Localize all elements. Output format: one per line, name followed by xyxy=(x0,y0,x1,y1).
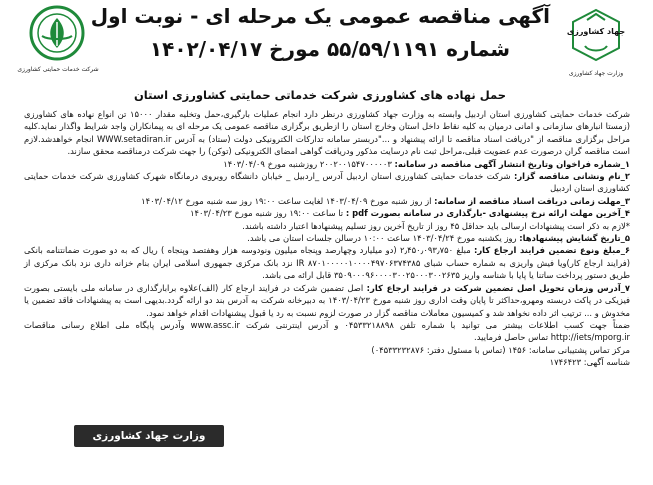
contact-info: ضمناً جهت کسب اطلاعات بیشتر می توانید با شماره تلفن ۰۴۵۳۳۲۱۸۸۹۸ و آدرس اینترنتی شرکت www.assc.ir وآدرس پایگاه ملی اطلاع رسانی مناقصات http://iets/mporg.ir تماس حاصل فرمایید. xyxy=(24,319,630,343)
document-deadline-item: ۳_مهلت زمانی دریافت اسناد مناقصه از سامانه: از روز شنبه مورخ ۱۴۰۳/۰۴/۰۹ لغایت ساعت ۱۹:۰۰ روز سه شنبه مورخ ۱۴۰۳/۰۴/۱۲ xyxy=(141,195,630,206)
ad-body xyxy=(24,108,630,369)
call-number-item: ۱_شماره فراخوان وتاریخ انتشار آگهی مناقصه در سامانه: ۲۰۰۲۰۰۱۵۴۷۰۰۰۰۰۳ روزشنبه مورخ ۱۴۰۳/۰۴/۰۹ xyxy=(223,158,630,169)
submission-deadline-item: ۴_آخرین مهلت ارائه نرخ پیشنهادی -بارگذاری در سامانه بصورت pdf : تا ساعت ۱۹:۰۰ روز شنبه مورخ ۱۴۰۳/۰۴/۲۳ xyxy=(190,208,630,219)
ministry-logo-caption: وزارت جهاد کشاورزی xyxy=(568,70,624,77)
ministry-footer-label: وزارت جهاد کشاورزی xyxy=(74,425,224,447)
intro-paragraph: شرکت خدمات حمایتی کشاورزی استان اردبیل وابسته به وزارت جهاد کشاورزی درنظر دارد انجام عملیات بارگیری،حمل وتخلیه مقدار ۱۵۰۰۰ تن انواع نهاده های کشاورزی (زمستا انبارهای سازمانی و امانی درمیان به کلیه نقاط داخل استان وخارج استان را ازطریق برگزاری مناقصه عمومی یک مرحله ای به پیمانکاران واجد شرایط واگذار نماید.کلیه مراحل برگزاری مناقصه از "دریافت اسناد مناقصه تا ارائه پیشنهاد و ..."دربستر سامانه تدارکات الکترونیکی دولت (ستاد) به آدرس WWW.setadiran.ir انجام خواهدشد.لازم است مناقصه گران درصورت عدم عضویت قبلی،مراحل ثبت نام درسایت مذکور ودریافت گواهی امضای الکترونیکی (توکن) را جهت شرکت درمناقصه محقق سازند. xyxy=(24,109,630,157)
company-logo xyxy=(28,4,86,62)
ad-title: آگهی مناقصه عمومی یک مرحله ای - نوبت اول xyxy=(90,4,550,28)
tenderer-item: ۲_نام ونشانی مناقصه گزار: شرکت خدمات حمایتی کشاورزی استان اردبیل آدرس _اردبیل _ خیابان دانشگاه روبروی درمانگاه شهرک کشاورزی شرکت خدمات حمایتی کشاورزی استان اردبیل xyxy=(24,171,630,194)
ad-id: شناسه آگهی: ۱۷۴۶۴۲۳ xyxy=(549,357,630,368)
guarantee-item: ۶_مبلغ ونوع تضمین فرایند ارجاع کار: مبلغ ۲٫۴۵۰٫۰۹۳٫۷۵۰ (دو میلیارد وچهارصد وپنجاه میلیون ونودوسه هزار وهفتصد وپنجاه ) ریال که به دو صورت ضمانتنامه بانکی (فرایند ارجاع کار)ویا فیش واریزی به شماره حساب شبای IR ۸۷۰۱۰۰۰۰۰۱۰۰۰۰۴۹۷۰۶۳۷۴۳۸۵ نزد بانک مرکزی جمهوری اسلامی ایران بنام خزانه داری نزد بانک مرکزی از طریق دستور پرداخت ساتنا یا پایا با شناسه واریز ۳۵۰۹۰۰۰۹۶۰۰۰۰۳۰۰۲۵۰۰۰۳۰۰۲۶۳۵ قابل ارائه می باشد. xyxy=(24,245,631,281)
ministry-logo-icon xyxy=(567,6,625,64)
company-logo-caption: شرکت خدمات حمایتی کشاورزی xyxy=(17,66,99,73)
opening-date-item: ۵_تاریخ گشایش پیشنهادها: روز یکشنبه مورخ ۱۴۰۳/۰۴/۲۴ ساعت ۱۰:۰۰ درسالن جلسات استان می باشد. xyxy=(247,233,630,244)
validity-note: *لازم به ذکر است پیشنهادات ارسالی باید حداقل ۴۵ روز از تاریخ آخرین روز تسلیم پیشنهادها اعتبار داشته باشند. xyxy=(242,220,630,231)
ministry-logo xyxy=(567,6,625,64)
ministry-logo-text: جهاد کشاورزی xyxy=(567,27,625,36)
company-logo-icon xyxy=(28,4,86,62)
ad-subtitle: حمل نهاده های کشاورزی شرکت خدماتی حمایتی کشاورزی استان xyxy=(133,88,506,102)
guarantee-delivery-item: ۷_آدرس وزمان تحویل اصل تضمین شرکت در فرایند ارجاع کار: اصل تضمین شرکت در فرایند ارجاع کار (الف)علاوه برابارگذاری در سامانه ملی بایستی بصورت فیزیکی در پاکت دربسته ومهرو،حداکثر تا پایان وقت اداری روز شنبه مورخ ۱۴۰۳/۰۴/۲۳ به دبیرخانه شرکت به آدرس بند دو ارائه گردد.بدیهی است به پیشنهادات فاقد تضمین یا مخدوش و ... ترتیب اثر داده نخواهد شد و کمیسیون معاملات مناقصه گزار در صورت لزوم نسبت به رد یا قبول پیشنهادات اقدام خواهد نمود. xyxy=(24,282,631,318)
support-center: مرکز تماس پشتیبانی سامانه: ۱۴۵۶ (تماس با مسئول دفتر: ۰۴۵۳۳۲۳۲۸۷۶) xyxy=(371,344,630,355)
tender-number: شماره ۵۵/۵۹/۱۱۹۱ مورخ ۱۴۰۲/۰۴/۱۷ xyxy=(149,37,511,61)
